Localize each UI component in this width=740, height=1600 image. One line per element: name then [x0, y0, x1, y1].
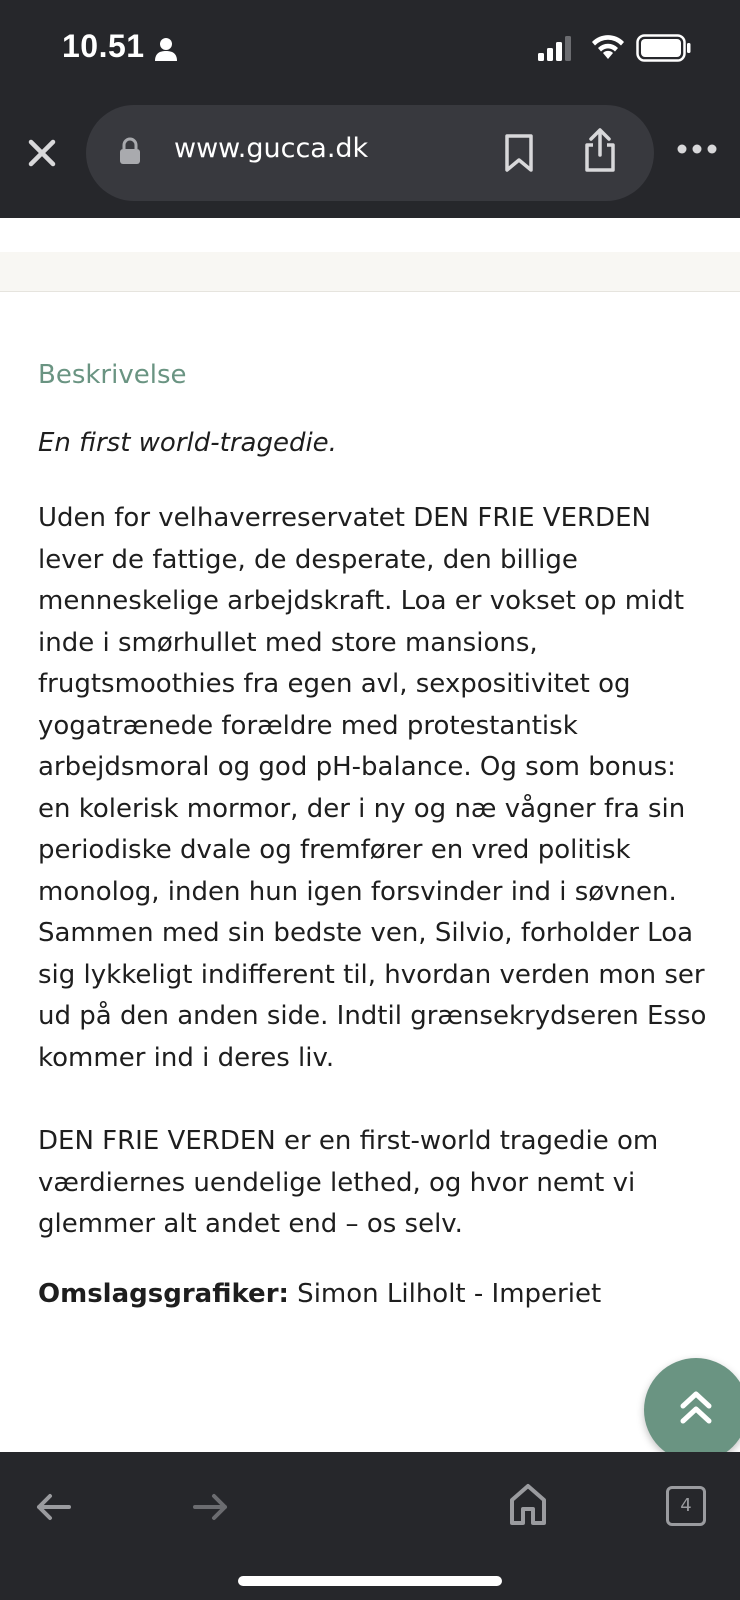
credit-value: Simon Lilholt - Imperiet — [288, 1278, 602, 1309]
page-top-spacer — [0, 218, 740, 252]
description-tagline: En first world-tragedie. — [38, 428, 337, 458]
paragraph-spacer — [38, 1079, 718, 1121]
status-bar — [0, 0, 740, 100]
credit-label: Omslagsgrafiker: — [38, 1278, 289, 1309]
home-icon[interactable] — [508, 1482, 548, 1526]
close-icon[interactable] — [22, 133, 62, 173]
lock-icon — [118, 137, 142, 165]
browser-address-bar — [0, 100, 740, 218]
status-time: 10.51 — [62, 28, 145, 64]
cover-designer-credit — [38, 1274, 718, 1316]
url-text[interactable]: www.gucca.dk — [174, 133, 369, 164]
description-paragraph-1: Uden for velhaverreservatet DEN FRIE VERDEN lever de fattige, de desperate, den billige menneskelige arbejdskraft. Loa er vokset op midt inde i smørhullet med store mansions, frugtsmoothies fra egen avl, sexpositivitet og yogatrænede forældre med protestantisk arbejdsmoral og god pH-balance. Og som bonus: en kolerisk mormor, der i ny og næ vågner fra sin periodiske dvale og fremfører en vred politisk monolog, inden hun igen forsvinder ind i søvnen. Sammen med sin bedste ven, Silvio, forholder Loa sig lykkeligt indifferent til, hvordan verden mon ser ud på den anden side. Indtil grænsekrydseren Esso kommer ind i deres liv. — [38, 503, 707, 1073]
description-paragraph-2: DEN FRIE VERDEN er en first-world tragedie om værdiernes uendelige lethed, og hvor nemt vi glemmer alt andet end – os selv. — [38, 1126, 659, 1239]
browser-bottom-toolbar — [0, 1452, 740, 1600]
tabs-count-button[interactable]: 4 — [666, 1486, 706, 1526]
double-chevron-up-icon — [678, 1388, 714, 1428]
url-bar[interactable] — [86, 105, 654, 201]
description-heading: Beskrivelse — [38, 360, 187, 390]
share-icon[interactable] — [582, 127, 618, 173]
wifi-icon — [590, 32, 626, 62]
more-options-icon[interactable] — [676, 142, 718, 156]
person-icon — [153, 36, 179, 62]
forward-arrow-icon[interactable] — [192, 1492, 230, 1522]
back-arrow-icon[interactable] — [34, 1492, 72, 1522]
section-divider-band — [0, 252, 740, 292]
cellular-signal-icon — [538, 36, 578, 62]
bookmark-icon[interactable] — [502, 133, 536, 173]
battery-icon — [636, 34, 692, 62]
home-indicator — [238, 1576, 502, 1586]
product-description — [38, 360, 718, 1315]
scroll-to-top-button[interactable] — [644, 1358, 740, 1462]
